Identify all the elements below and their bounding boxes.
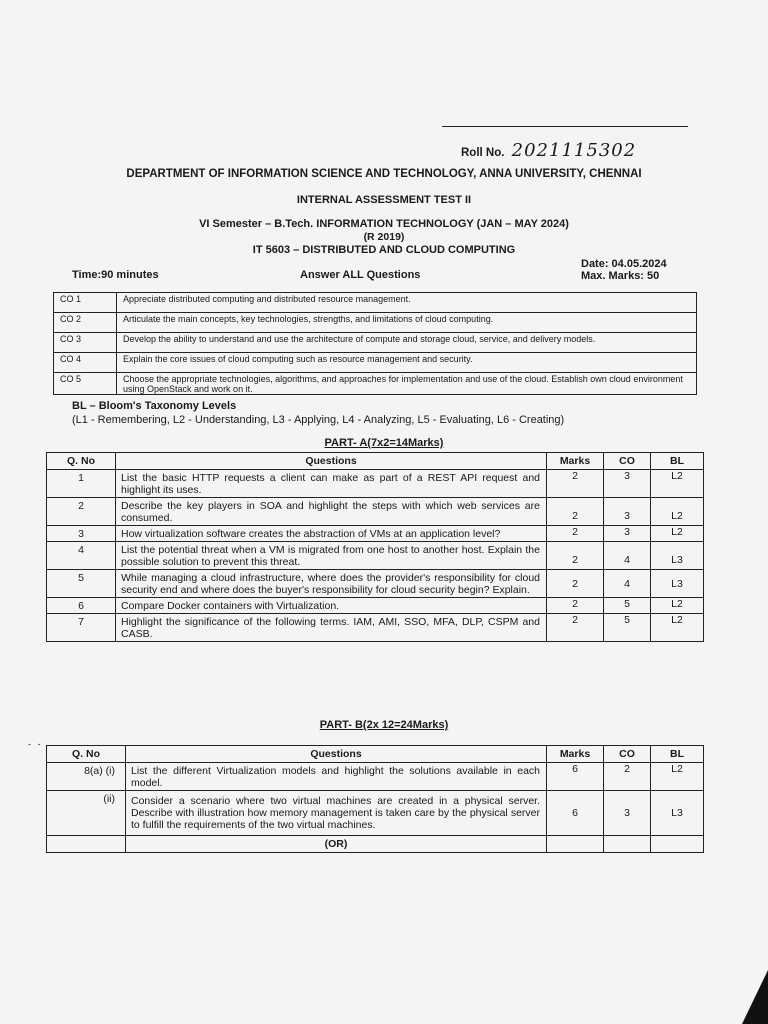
roll-number-line (442, 126, 688, 127)
question-bl: L2 (651, 598, 704, 614)
question-row (47, 470, 704, 498)
question-co: 5 (604, 614, 651, 642)
part-a-table (46, 452, 704, 642)
regulation-line: (R 2019) (363, 231, 405, 243)
question-marks: 2 (547, 542, 604, 570)
question-number: 3 (47, 526, 116, 542)
question-bl: L2 (651, 614, 704, 642)
question-text: While managing a cloud infrastructure, where does the provider's responsibility for cloud security end and where does the buyer's responsibility for cloud security begin? Explain. (116, 570, 547, 598)
question-co: 4 (604, 570, 651, 598)
question-number: 6 (47, 598, 116, 614)
question-marks: 2 (547, 614, 604, 642)
co-description: Develop the ability to understand and use the architecture of compute and storage cloud, service, and delivery models. (117, 333, 697, 353)
question-row (47, 498, 704, 526)
course-title: IT 5603 – DISTRIBUTED AND CLOUD COMPUTING (252, 244, 516, 256)
header-questions: Questions (116, 453, 547, 470)
co-code: CO 5 (54, 373, 117, 395)
co-description: Choose the appropriate technologies, algorithms, and approaches for implementation and use of the cloud. Establish own cloud environment using OpenStack and work on it. (117, 373, 697, 395)
co-code: CO 2 (54, 313, 117, 333)
question-marks: 2 (547, 470, 604, 498)
question-number: 7 (47, 614, 116, 642)
question-text: List the basic HTTP requests a client can make as part of a REST API request and highlight its uses. (116, 470, 547, 498)
table-header-row (47, 746, 704, 763)
co-description: Appreciate distributed computing and distributed resource management. (117, 293, 697, 313)
question-number: 2 (47, 498, 116, 526)
co-description: Articulate the main concepts, key technologies, strengths, and limitations of cloud computing. (117, 313, 697, 333)
question-row (47, 614, 704, 642)
question-marks: 6 (547, 763, 604, 791)
question-number: 5 (47, 570, 116, 598)
test-title: INTERNAL ASSESSMENT TEST II (296, 194, 472, 206)
question-bl: L3 (651, 542, 704, 570)
department-title: DEPARTMENT OF INFORMATION SCIENCE AND TECHNOLOGY, ANNA UNIVERSITY, CHENNAI (126, 168, 642, 180)
question-number: (ii) (47, 791, 126, 836)
question-bl: L3 (651, 791, 704, 836)
question-bl: L2 (651, 498, 704, 526)
part-b-title: PART- B(2x 12=24Marks) (319, 719, 449, 731)
co-row (54, 353, 697, 373)
blooms-title: BL – Bloom's Taxonomy Levels (72, 400, 237, 412)
question-number: 1 (47, 470, 116, 498)
header-marks: Marks (547, 453, 604, 470)
question-co: 4 (604, 542, 651, 570)
header-co: CO (604, 746, 651, 763)
roll-number (461, 140, 636, 161)
header-questions: Questions (126, 746, 547, 763)
question-co: 2 (604, 763, 651, 791)
or-empty-cell (47, 836, 126, 853)
roll-number-handwritten: 2021115302 (511, 140, 637, 161)
question-text: List the different Virtualization models and highlight the solutions available in each model. (126, 763, 547, 791)
course-outcomes-table (53, 292, 697, 395)
or-empty-cell (547, 836, 604, 853)
instruction: Answer ALL Questions (300, 269, 421, 281)
question-marks: 6 (547, 791, 604, 836)
page-corner-shadow (742, 970, 768, 1024)
or-empty-cell (604, 836, 651, 853)
question-bl: L2 (651, 763, 704, 791)
question-row (47, 791, 704, 836)
co-code: CO 1 (54, 293, 117, 313)
question-row (47, 542, 704, 570)
co-row (54, 313, 697, 333)
max-marks: Max. Marks: 50 (581, 270, 660, 282)
header-qno: Q. No (47, 453, 116, 470)
question-text: Highlight the significance of the following terms. IAM, AMI, SSO, MFA, DLP, CSPM and CASB. (116, 614, 547, 642)
question-number: 4 (47, 542, 116, 570)
semester-line: VI Semester – B.Tech. INFORMATION TECHNOLOGY (JAN – MAY 2024) (199, 218, 569, 230)
question-co: 5 (604, 598, 651, 614)
margin-marks: - - (28, 739, 43, 749)
question-text: Describe the key players in SOA and highlight the steps with which web services are consumed. (116, 498, 547, 526)
part-b-table (46, 745, 704, 853)
part-a-title: PART- A(7x2=14Marks) (324, 437, 444, 449)
header-bl: BL (651, 453, 704, 470)
question-row (47, 526, 704, 542)
or-separator: (OR) (126, 836, 547, 853)
question-co: 3 (604, 470, 651, 498)
question-text: How virtualization software creates the abstraction of VMs at an application level? (116, 526, 547, 542)
or-row (47, 836, 704, 853)
exam-date: Date: 04.05.2024 (581, 258, 667, 270)
question-marks: 2 (547, 570, 604, 598)
question-bl: L2 (651, 526, 704, 542)
question-number: 8(a) (i) (47, 763, 126, 791)
question-co: 3 (604, 498, 651, 526)
question-bl: L3 (651, 570, 704, 598)
header-qno: Q. No (47, 746, 126, 763)
exam-duration: Time:90 minutes (72, 269, 159, 281)
co-code: CO 4 (54, 353, 117, 373)
question-marks: 2 (547, 598, 604, 614)
question-co: 3 (604, 791, 651, 836)
blooms-levels: (L1 - Remembering, L2 - Understanding, L3 - Applying, L4 - Analyzing, L5 - Evaluating, L6 - Creating) (72, 414, 565, 426)
question-row (47, 570, 704, 598)
header-marks: Marks (547, 746, 604, 763)
header-bl: BL (651, 746, 704, 763)
header-co: CO (604, 453, 651, 470)
co-code: CO 3 (54, 333, 117, 353)
question-co: 3 (604, 526, 651, 542)
or-empty-cell (651, 836, 704, 853)
question-text: List the potential threat when a VM is migrated from one host to another host. Explain the possible solution to prevent this threat. (116, 542, 547, 570)
question-marks: 2 (547, 526, 604, 542)
question-text: Consider a scenario where two virtual machines are created in a physical server. Describe with illustration how memory management is taken care by the physical server to fulfill the requirements of the two virtual machines. (126, 791, 547, 836)
question-row (47, 598, 704, 614)
table-header-row (47, 453, 704, 470)
question-marks: 2 (547, 498, 604, 526)
question-bl: L2 (651, 470, 704, 498)
roll-number-label: Roll No. (461, 147, 505, 159)
co-row (54, 293, 697, 313)
question-row (47, 763, 704, 791)
co-row (54, 373, 697, 395)
co-row (54, 333, 697, 353)
question-text: Compare Docker containers with Virtualization. (116, 598, 547, 614)
co-description: Explain the core issues of cloud computing such as resource management and security. (117, 353, 697, 373)
